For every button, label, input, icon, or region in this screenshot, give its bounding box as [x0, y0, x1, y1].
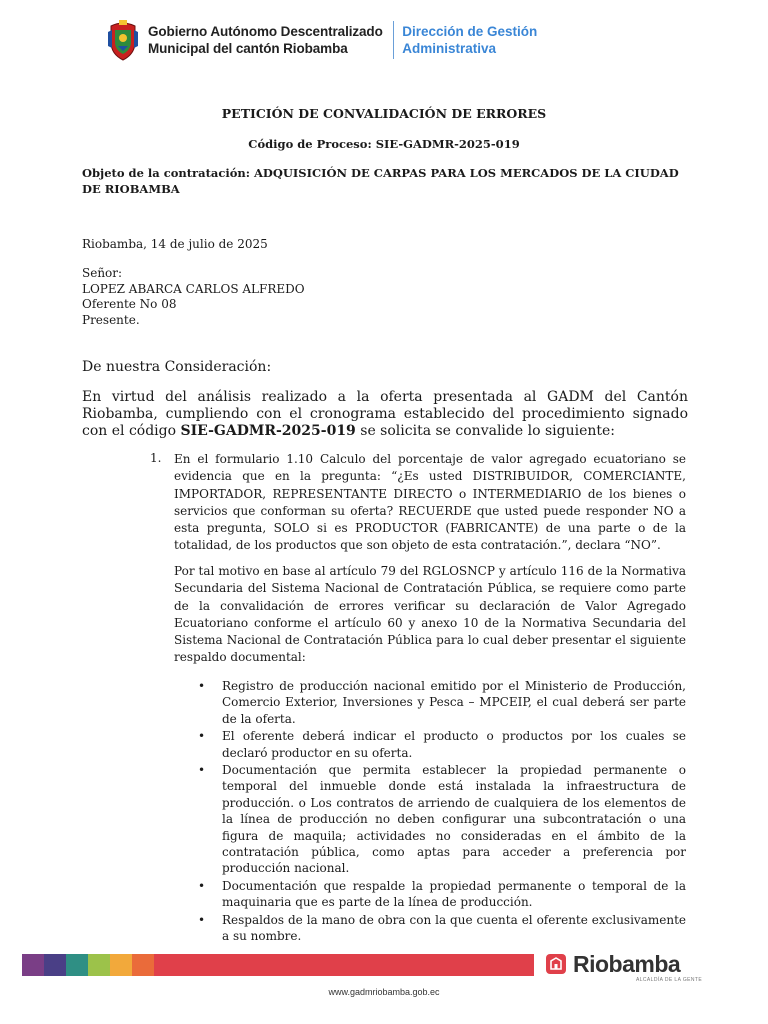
footer-website: www.gadmriobamba.gob.ec — [328, 987, 440, 997]
footer-logo — [545, 952, 680, 976]
stripe-segment — [44, 954, 66, 976]
stripe-segment — [88, 954, 110, 976]
footer-color-stripe — [22, 954, 534, 976]
list-item: • Documentación que respalde la propiedad permanente o temporal de la maquinaria que es parte de la línea de producción. — [198, 878, 686, 911]
coat-of-arms-icon — [106, 18, 140, 62]
recipient-block — [82, 266, 305, 328]
stripe-segment — [132, 954, 154, 976]
greeting: De nuestra Consideración: — [82, 359, 272, 375]
item-paragraph-1: En el formulario 1.10 Calculo del porcentaje de valor agregado ecuatoriano se evidencia que en la pregunta: “¿Es usted DISTRIBUIDOR, COMERCIANTE, IMPORTADOR, REPRESENTANTE DIRECTO o INTERMEDIARIO de los bienes o servicios que conforman su oferta? RECUERDE que usted puede responder NO a esta pregunta, SOLO si es PRODUCTOR (FABRICANTE) de una parte o de la totalidad, de los productos que son objeto de esta contratación.”, declara “NO”. — [174, 452, 686, 553]
header-divider — [393, 21, 395, 59]
recipient-salutation: Señor: — [82, 266, 123, 280]
org-line-1: Gobierno Autónomo Descentralizado — [148, 24, 383, 39]
footer-logo-subtitle: ALCALDÍA DE LA GENTE — [636, 977, 703, 983]
riobamba-logo-icon — [545, 953, 567, 975]
intro-process-code: SIE-GADMR-2025-019 — [180, 423, 356, 439]
requirements-list — [198, 678, 686, 946]
contract-object: Objeto de la contratación: ADQUISICIÓN DE CARPAS PARA LOS MERCADOS DE LA CIUDAD DE RIOBAMBA — [82, 166, 679, 196]
dept-line-1: Dirección de Gestión — [402, 24, 538, 39]
stripe-segment — [110, 954, 132, 976]
process-code: Código de Proceso: SIE-GADMR-2025-019 — [248, 137, 520, 151]
footer-logo-text: Riobamba — [573, 951, 681, 977]
recipient-presente: Presente. — [82, 312, 140, 327]
intro-text-2: se solicita se convalide lo siguiente: — [355, 423, 616, 439]
recipient-name: LOPEZ ABARCA CARLOS ALFREDO — [82, 281, 305, 296]
organization-name — [148, 23, 383, 57]
department-name — [402, 23, 537, 57]
list-item: • Documentación que permita establecer la propiedad permanente o temporal del inmueble donde está instalada la infraestructura de producción. o Los contratos de arriendo de cualquiera de los elementos de la línea de producción no deben configurar una subcontratación o una figura de maquila; actividades no consideradas en el ámbito de la contratación pública, como aptas para acceder a preferencia por producción nacional. — [198, 762, 686, 877]
list-item: • Respaldos de la mano de obra con la que cuenta el oferente exclusivamente a su nombre. — [198, 912, 686, 945]
recipient-role: Oferente No 08 — [82, 297, 177, 311]
stripe-segment — [154, 954, 534, 976]
letter-date: Riobamba, 14 de julio de 2025 — [82, 237, 268, 251]
intro-text-1: En virtud del análisis realizado a la oferta presentada al GADM del Cantón Riobamba, cumpliendo con el cronograma establecido del procedimiento signado con el código — [82, 389, 688, 439]
dept-line-2: Administrativa — [402, 41, 496, 56]
org-line-2: Municipal del cantón Riobamba — [148, 41, 348, 56]
item-paragraph-2: Por tal motivo en base al artículo 79 del RGLOSNCP y artículo 116 de la Normativa Secundaria del Sistema Nacional de Contratación Pública, se requiere como parte de la convalidación de errores verificar su declaración de Valor Agregado Ecuatoriano conforme el artículo 60 y anexo 10 de la Normativa Secundaria del Sistema Nacional de Contratación Pública para lo cual deber presentar el siguiente respaldo documental: — [174, 564, 686, 665]
letterhead — [106, 16, 537, 64]
document-title: PETICIÓN DE CONVALIDACIÓN DE ERRORES — [221, 106, 547, 121]
list-item: • Registro de producción nacional emitido por el Ministerio de Producción, Comercio Exterior, Inversiones y Pesca – MPCEIP, el cual deberá ser parte de la oferta. — [198, 678, 686, 727]
item-number: 1. — [150, 451, 162, 465]
intro-paragraph — [82, 389, 688, 440]
stripe-segment — [66, 954, 88, 976]
stripe-segment — [22, 954, 44, 976]
list-item: • El oferente deberá indicar el producto o productos por los cuales se declaró productor en su oferta. — [198, 728, 686, 761]
